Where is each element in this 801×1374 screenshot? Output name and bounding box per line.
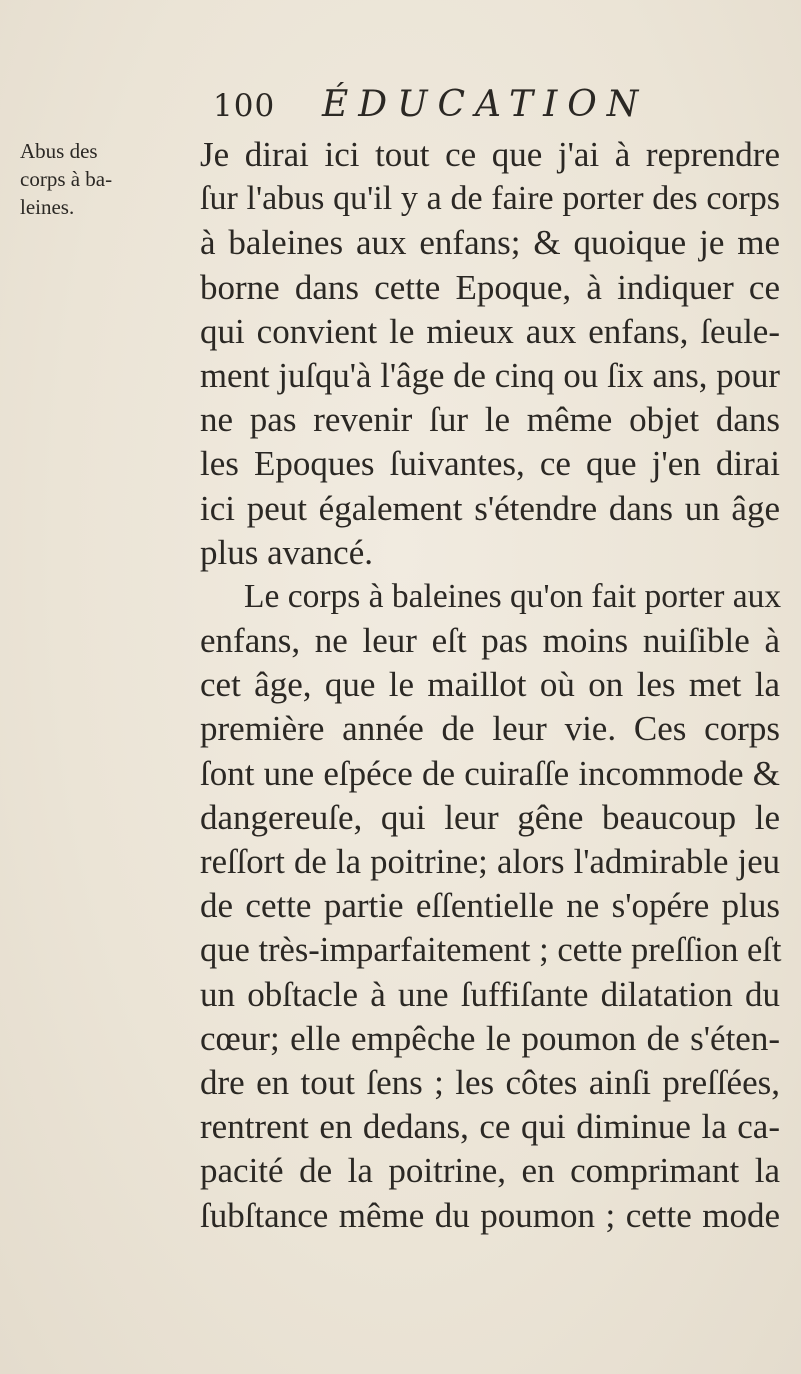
text-line: Le corps à baleines qu'on fait porter aux — [244, 577, 782, 615]
text-line: les Epoques ſuivantes, ce que j'en dirai — [200, 444, 780, 484]
running-head: ÉDUCATION — [322, 84, 649, 125]
text-line: un obſtacle à une ſuffiſante dilatation du — [200, 974, 780, 1014]
text-line: ſur l'abus qu'il y a de faire porter des corps — [200, 180, 780, 218]
text-line: borne dans cette Epoque, à indiquer ce — [200, 267, 780, 307]
text-line: plus avancé. — [200, 532, 373, 572]
margin-note-line: corps à ba- — [20, 167, 113, 191]
margin-note-line: leines. — [20, 195, 75, 219]
page-number: 100 — [213, 88, 276, 124]
text-line: enfans, ne leur eſt pas moins nuiſible à — [200, 621, 780, 661]
text-line: qui convient le mieux aux enfans, ſeule- — [200, 311, 780, 351]
text-line: ſubſtance même du poumon ; cette mode — [200, 1195, 780, 1235]
text-line: rentrent en dedans, ce qui diminue la ca- — [200, 1107, 780, 1147]
text-line: reſſort de la poitrine; alors l'admirable jeu — [200, 842, 780, 881]
text-line: Je dirai ici tout ce que j'ai à reprendre — [200, 135, 780, 174]
text-line: cœur; elle empêche le poumon de s'éten- — [200, 1018, 780, 1058]
text-line: cet âge, que le maillot où on les met la — [200, 665, 780, 705]
text-line: ment juſqu'à l'âge de cinq ou ſix ans, pour — [200, 355, 780, 395]
text-line: de cette partie eſſentielle ne s'opére plus — [200, 886, 780, 926]
text-line: première année de leur vie. Ces corps — [200, 709, 780, 749]
body-text — [200, 133, 780, 1238]
text-line: ne pas revenir ſur le même objet dans — [200, 400, 780, 440]
text-line: que très-imparfaitement ; cette preſſion eſt — [200, 931, 782, 970]
text-line: ſont une eſpéce de cuiraſſe incommode & — [200, 753, 780, 793]
text-line: dre en tout ſens ; les côtes ainſi preſſées, — [200, 1062, 780, 1102]
text-line: dangereuſe, qui leur gêne beaucoup le — [200, 797, 780, 837]
text-line: pacité de la poitrine, en comprimant la — [200, 1151, 780, 1191]
margin-note-line: Abus des — [20, 139, 98, 163]
text-line: ici peut également s'étendre dans un âge — [200, 488, 780, 528]
text-line: à baleines aux enfans; & quoique je me — [200, 223, 780, 263]
margin-note — [20, 137, 180, 221]
